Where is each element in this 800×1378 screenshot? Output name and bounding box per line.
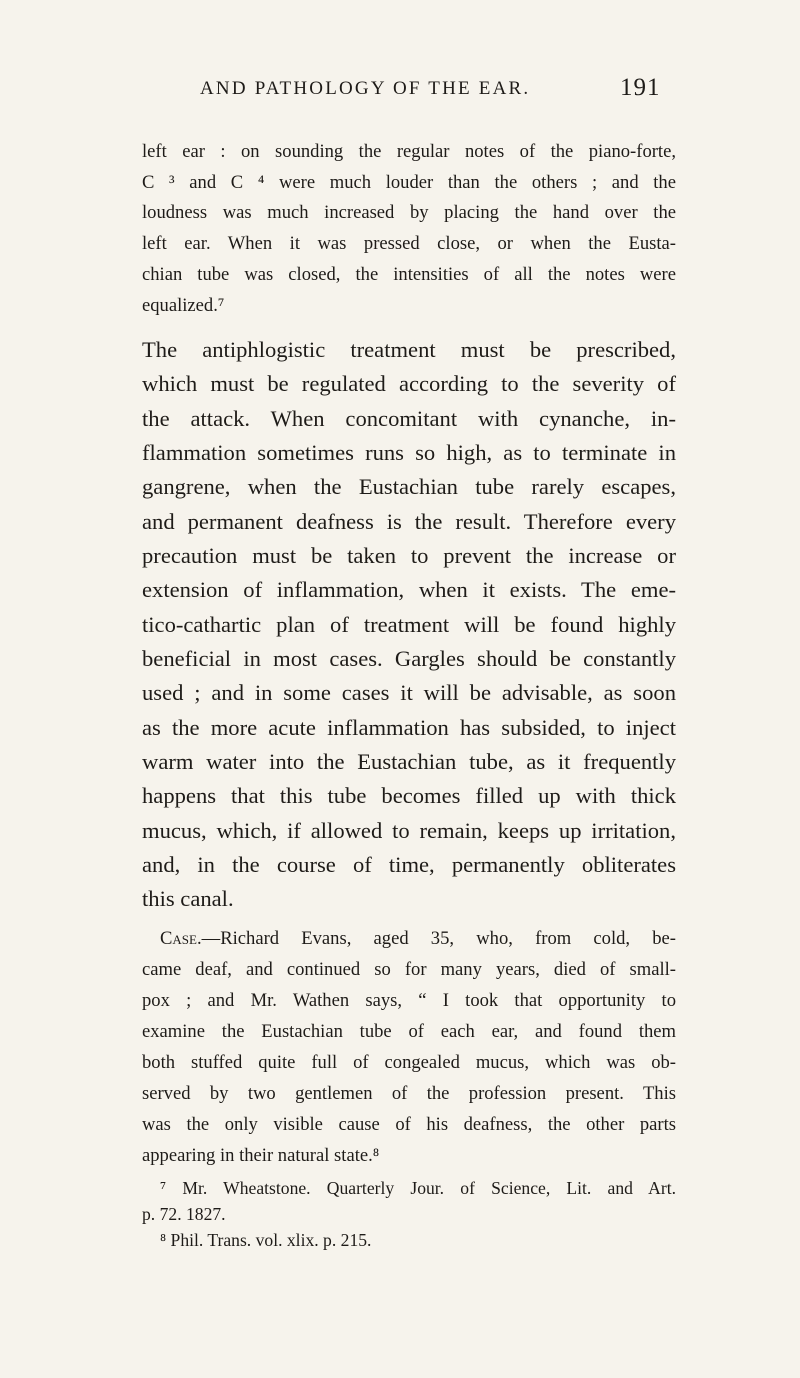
text-line: as the more acute inflammation has subsided, to inject — [142, 715, 676, 740]
text-line: equalized.⁷ — [142, 295, 225, 316]
case-first-line: —Richard Evans, aged 35, who, from cold, be- — [201, 928, 676, 949]
case-label: Case. — [160, 928, 202, 949]
text-line: precaution must be taken to prevent the increase or — [142, 543, 676, 568]
text-line: gangrene, when the Eustachian tube rarely escapes, — [142, 474, 676, 499]
text-line: used ; and in some cases it will be advisable, as soon — [142, 680, 676, 705]
text-line: tico-cathartic plan of treatment will be found highly — [142, 612, 676, 637]
text-line: pox ; and Mr. Wathen says, “ I took that opportunity to — [142, 990, 676, 1011]
footnote-7: ⁷ Mr. Wheatstone. Quarterly Jour. of Science, Lit. and Art. — [160, 1178, 676, 1198]
page-number: 191 — [620, 74, 661, 101]
text-line: extension of inflammation, when it exists. The eme- — [142, 577, 676, 602]
running-title: AND PATHOLOGY OF THE EAR. — [200, 78, 531, 99]
text-line: which must be regulated according to the severity of — [142, 371, 676, 396]
footnote-8: ⁸ Phil. Trans. vol. xlix. p. 215. — [160, 1230, 372, 1250]
text-line: appearing in their natural state.⁸ — [142, 1145, 380, 1166]
text-line: and, in the course of time, permanently obliterates — [142, 852, 676, 877]
text-line: flammation sometimes runs so high, as to terminate in — [142, 440, 676, 465]
text-line — [160, 926, 676, 952]
running-head — [0, 74, 800, 108]
text-line: The antiphlogistic treatment must be prescribed, — [142, 337, 676, 362]
text-line: this canal. — [142, 886, 234, 911]
text-line: mucus, which, if allowed to remain, keeps up irritation, — [142, 818, 676, 843]
text-line: happens that this tube becomes filled up with thick — [142, 783, 676, 808]
text-line: served by two gentlemen of the profession present. This — [142, 1083, 676, 1104]
text-line: was the only visible cause of his deafness, the other parts — [142, 1114, 676, 1135]
text-line: came deaf, and continued so for many years, died of small- — [142, 959, 676, 980]
text-line: loudness was much increased by placing the hand over the — [142, 202, 676, 223]
text-line: warm water into the Eustachian tube, as it frequently — [142, 749, 676, 774]
text-line: C ³ and C ⁴ were much louder than the others ; and the — [142, 172, 676, 193]
text-line: the attack. When concomitant with cynanche, in- — [142, 406, 676, 431]
text-line: left ear : on sounding the regular notes of the piano-forte, — [142, 141, 676, 162]
footnote-7-continued: p. 72. 1827. — [142, 1204, 226, 1224]
text-line: beneficial in most cases. Gargles should be constantly — [142, 646, 676, 671]
text-line: both stuffed quite full of congealed mucus, which was ob- — [142, 1052, 676, 1073]
text-line: chian tube was closed, the intensities of all the notes were — [142, 264, 676, 285]
text-line: left ear. When it was pressed close, or when the Eusta- — [142, 233, 676, 254]
text-line: and permanent deafness is the result. Therefore every — [142, 509, 676, 534]
text-line: examine the Eustachian tube of each ear, and found them — [142, 1021, 676, 1042]
